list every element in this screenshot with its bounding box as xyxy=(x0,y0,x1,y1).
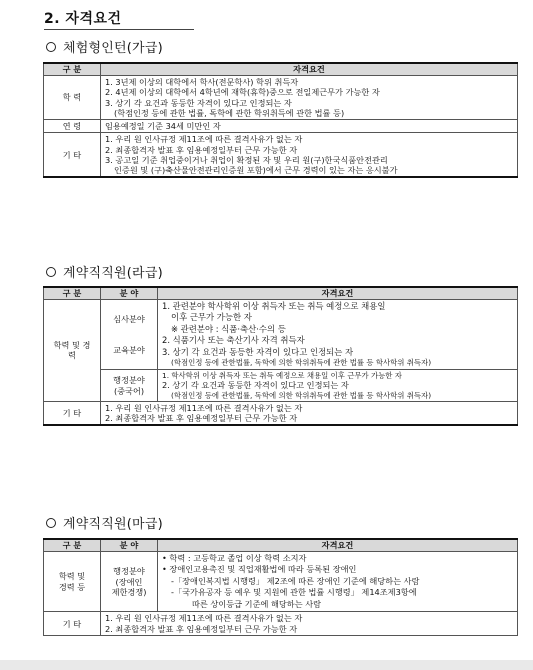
row-content xyxy=(158,552,518,612)
requirement-line: 2. 식품기사 또는 축산기사 자격 취득자 xyxy=(162,335,305,346)
table-row xyxy=(44,76,518,120)
field-cell xyxy=(101,552,158,612)
field-label: 심사분야 xyxy=(113,314,145,325)
requirement-line: 임용예정일 기준 34세 미만인 자 xyxy=(105,121,221,131)
requirement-line: 2. 4년제 이상의 대학에서 4학년에 재학(휴학)중으로 전일제근무가 가능한 자 xyxy=(105,87,380,98)
table-row xyxy=(44,552,518,612)
table-row xyxy=(44,120,518,133)
requirement-line: 3. 상기 각 요건과 동등한 자격이 있다고 인정되는 자 xyxy=(105,97,292,108)
block2-heading-text: 계약직직원(라급) xyxy=(63,266,163,281)
table-row xyxy=(44,612,518,636)
table-row xyxy=(44,300,518,370)
block3-heading-text: 계약직직원(마급) xyxy=(63,517,163,532)
requirement-line: 1. 학사학위 이상 취득자 또는 취득 예정으로 채용일 이후 근무가 가능한 자 xyxy=(162,371,402,381)
circle-bullet-icon xyxy=(46,42,56,52)
table-header-requirements: 자격요건 xyxy=(101,63,518,76)
requirement-line: 1. 우리 원 인사규정 제11조에 따른 결격사유가 없는 자 xyxy=(105,613,303,624)
field-label: 행정분야 xyxy=(113,566,145,577)
field-cell xyxy=(101,370,158,402)
requirement-line: -「국가유공자 등 예우 및 지원에 관한 법률 시행령」 제14조제3항에 xyxy=(171,587,417,598)
field-label: 제한경쟁) xyxy=(111,586,147,597)
row-category: 기 타 xyxy=(44,612,101,636)
requirement-line: 2. 최종합격자 발표 후 임용예정일부터 근무 가능한 자 xyxy=(105,144,298,155)
category-label: 경력 등 xyxy=(58,581,86,592)
row-content xyxy=(158,370,518,402)
block3-heading xyxy=(46,513,163,532)
requirement-line: ※ 관련분야 : 식품·축산·수의 등 xyxy=(171,323,286,334)
requirement-line: • 장애인고용촉진 및 직업재활법에 따라 등록된 장애인 xyxy=(162,564,357,575)
table-header-requirements: 자격요건 xyxy=(158,287,518,300)
block1-heading-text: 체험형인턴(가급) xyxy=(63,41,163,56)
section-title-underline xyxy=(44,29,194,30)
requirement-line: 2. 최종합격자 발표 후 임용예정일부터 근무 가능한 자 xyxy=(105,413,298,424)
row-content xyxy=(101,401,518,425)
row-category: 학 력 xyxy=(44,76,101,120)
block3-table xyxy=(43,538,518,636)
circle-bullet-icon xyxy=(46,518,56,528)
requirement-line: 3. 상기 각 요건과 동등한 자격이 있다고 인정되는 자 xyxy=(162,346,354,357)
row-category xyxy=(44,552,101,612)
category-label: 학력 및 xyxy=(58,571,86,582)
table-header-field: 분 야 xyxy=(101,287,158,300)
row-category: 기 타 xyxy=(44,401,101,425)
requirement-line: 이후 근무가 가능한 자 xyxy=(171,312,252,323)
requirement-line: (학점인정 등에 관한법률, 독학에 의한 학위취득에 관한 법률 등 학사학위 취득자) xyxy=(171,358,432,368)
field-label: 교육분야 xyxy=(113,344,145,355)
row-content xyxy=(101,612,518,636)
requirement-line: 2. 상기 각 요건과 동등한 자격이 있다고 인정되는 자 xyxy=(162,380,349,391)
field-label: 행정분야 xyxy=(113,375,145,386)
requirement-line: 1. 3년제 이상의 대학에서 학사(전문학사) 학위 취득자 xyxy=(105,77,299,87)
requirement-line: (학점인정 등에 관한 법률, 독학에 관한 학위취득에 관한 법률 등) xyxy=(114,107,345,118)
table-row xyxy=(44,133,518,178)
requirement-line: 2. 최종합격자 발표 후 임용예정일부터 근무 가능한 자 xyxy=(105,623,298,634)
row-content xyxy=(101,120,518,133)
block1-heading xyxy=(46,37,163,56)
requirement-line: 1. 우리 원 인사규정 제11조에 따른 결격사유가 없는 자 xyxy=(105,134,303,145)
table-header-category: 구 분 xyxy=(44,63,101,76)
requirement-line: 1. 우리 원 인사규정 제11조에 따른 결격사유가 없는 자 xyxy=(105,402,303,413)
block2-heading xyxy=(46,262,163,281)
requirement-line: 인증원 및 (구)축산물안전관리인증원 포함)에서 근무 경력이 있는 자는 응시불가 xyxy=(114,165,398,175)
row-category: 기 타 xyxy=(44,133,101,178)
row-content xyxy=(158,300,518,370)
row-content xyxy=(101,76,518,120)
requirement-line: • 학력 : 고등학교 졸업 이상 학력 소지자 xyxy=(162,553,307,563)
block2-table xyxy=(43,286,518,426)
row-category: 연 령 xyxy=(44,120,101,133)
table-header-category: 구 분 xyxy=(44,287,101,300)
table-row xyxy=(44,401,518,425)
requirement-line: 3. 공고일 기준 취업중이거나 취업이 확정된 자 및 우리 원(구)한국식품안전관리 xyxy=(105,154,388,165)
requirement-line: 따른 상이등급 기준에 해당하는 사람 xyxy=(192,598,322,609)
table-header-category: 구 분 xyxy=(44,539,101,552)
table-header-field: 분 야 xyxy=(101,539,158,552)
section-title: 2. 자격요건 xyxy=(44,11,122,27)
block1-table xyxy=(43,62,518,178)
circle-bullet-icon xyxy=(46,267,56,277)
row-category: 학력 및 경력 xyxy=(44,300,101,402)
page-bottom-strip xyxy=(0,660,533,670)
table-header-requirements: 자격요건 xyxy=(158,539,518,552)
requirement-line: -「장애인복지법 시행령」 제2조에 따른 장애인 기준에 해당하는 사람 xyxy=(171,575,420,586)
field-label: (장애인 xyxy=(115,576,143,587)
field-label: (중국어) xyxy=(113,385,145,396)
requirement-line: (학점인정 등에 관한법률, 독학에 의한 학위취득에 관한 법률 등 학사학위 취득자) xyxy=(171,390,432,400)
requirement-line: 1. 관련분야 학사학위 이상 취득자 또는 취득 예정으로 채용일 xyxy=(162,301,386,311)
table-row xyxy=(44,370,518,402)
row-content xyxy=(101,133,518,178)
field-cell xyxy=(101,300,158,370)
